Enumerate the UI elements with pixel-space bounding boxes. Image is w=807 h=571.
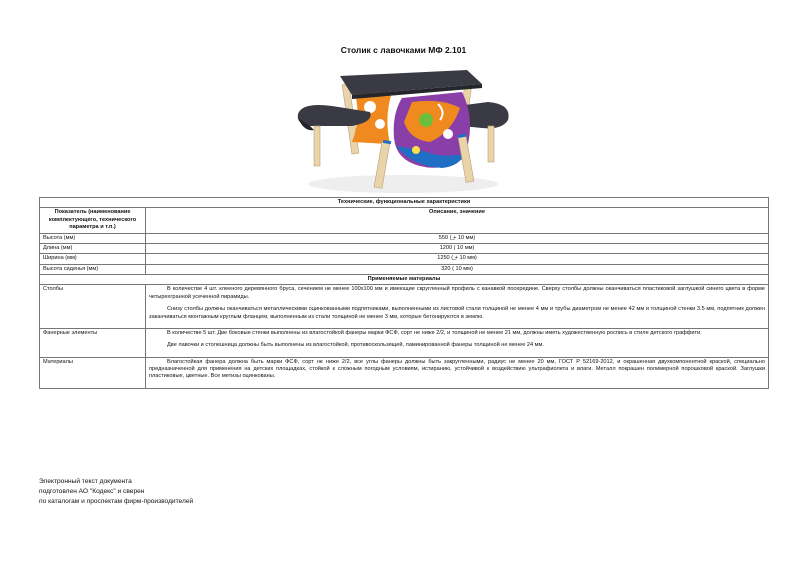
page-title: Столик с лавочками МФ 2.101 (340, 45, 467, 55)
spec-table (39, 197, 769, 389)
row-value: 550 ( ̲+ 10 мм) (146, 233, 769, 243)
materials-section-title: Применяемые материалы (40, 275, 769, 285)
table-row (40, 233, 769, 243)
description-paragraph: В количестве 4 шт. клееного деревянного бруса, сечением не менее 100х100 мм и имеющие скругленный профиль с канавкой посередине. Сверху столбы должны оканчиваться пластиковой заглушкой синего цвета в форме четырехгранной усеченной пирамиды. (149, 286, 766, 300)
row-description (146, 328, 769, 357)
row-value: 1200 ( 10 мм) (146, 243, 769, 253)
row-param: Высота сиденья (мм) (40, 264, 146, 274)
footer-note (39, 477, 193, 507)
row-value: 1250 ( ̲+ 10 мм) (146, 254, 769, 264)
spec-section-title: Технические, функциональные характеристики (40, 198, 769, 208)
row-param: Фанерные элементы (40, 328, 146, 357)
footer-line: Электронный текст документа (39, 478, 132, 485)
row-description (146, 285, 769, 329)
description-paragraph: Две лавочки и столешница должны быть выполнены из влагостойкой, противоскользящей, ламинированной фанеры толщиной не менее 24 мм. (167, 342, 544, 349)
table-row (40, 357, 769, 388)
row-param: Материалы (40, 357, 146, 388)
description-paragraph: Снизу столбы должны оканчиваться металлическими оцинкованными подпятниками, выполненными из листовой стали толщиной не менее 4 мм и трубы диаметром не менее 42 мм и толщиной стенки 3.5 мм, подпятник должен заканчиваться монтажным круглым фланцем, выполненным из стали толщиной не менее 3 мм, которые бетонируются в землю. (149, 306, 766, 320)
table-row (40, 243, 769, 253)
row-param: Ширина (мм) (40, 254, 146, 264)
row-value: 320 ( 10 мм) (146, 264, 769, 274)
footer-line: подготовлен АО "Кодекс" и сверен (39, 487, 145, 495)
row-param: Высота (мм) (40, 233, 146, 243)
row-param: Длина (мм) (40, 243, 146, 253)
description-paragraph: В количестве 5 шт. Две боковые стенки выполнены из влагостойкой фанеры марки ФСФ, сорт не ниже 2/2, и толщиной не менее 21 мм, должны иметь художественную роспись в стиле детского граффити. (167, 329, 702, 336)
table-row (40, 328, 769, 357)
param-column-header: Показатель (наименование комплектующего, технического параметра и т.п.) (40, 208, 146, 233)
footer-line: по каталогам и проспектам фирм-производителей (39, 497, 194, 505)
table-row (40, 254, 769, 264)
row-description (146, 357, 769, 388)
table-row (40, 264, 769, 274)
table-row (40, 285, 769, 329)
description-paragraph: Влагостойкая фанера должна быть марки ФСФ, сорт не ниже 2/2, все углы фанеры должны быть закругленными, радиус не менее 20 мм, ГОСТ Р 52169-2012, и окрашенная двухкомпонентной краской, специально предназначенной для применения на детских площадках, стойкой к сложным погодным условиям, истиранию, устойчивой к воздействию ультрафиолета и влаги. Металл покрашен полимерной порошковой краской. Заглушки пластиковые, цветные. Все метизы оцинкованы. (149, 358, 766, 380)
product-illustration (292, 62, 514, 195)
desc-column-header: Описание, значение (146, 208, 769, 233)
row-param: Столбы (40, 285, 146, 329)
